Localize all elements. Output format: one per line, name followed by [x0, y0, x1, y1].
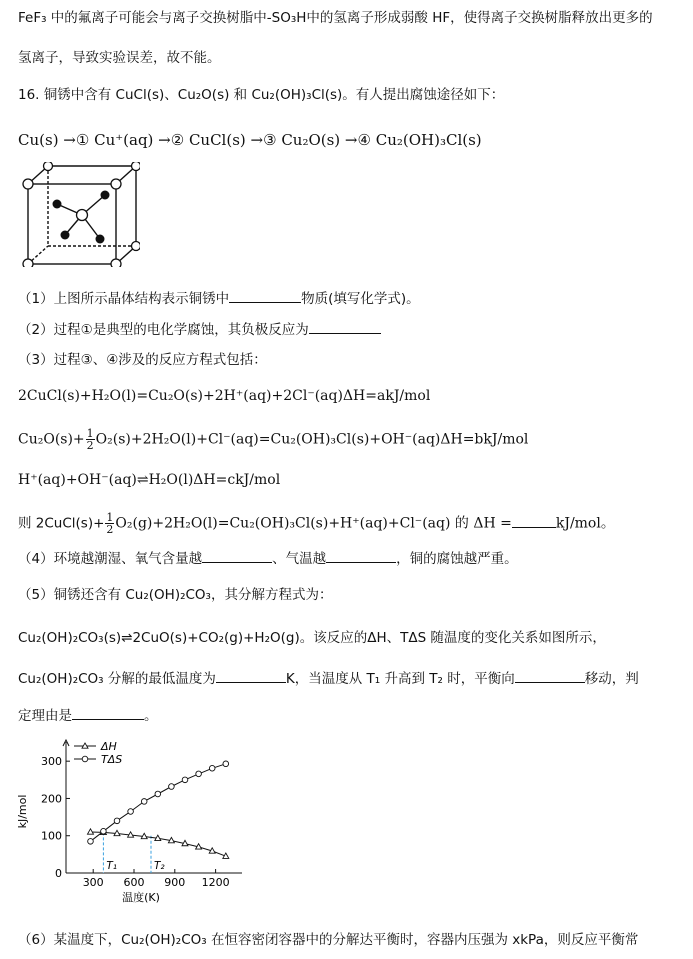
q5-blank-reason[interactable]: [72, 705, 144, 720]
q4-tail: ，铜的腐蚀越严重。: [396, 551, 518, 567]
q5-mid: K，当温度从 T₁ 升高到 T₂ 时，平衡向: [285, 671, 515, 687]
eqt-unit: kJ/mol。: [555, 515, 615, 532]
x-axis-label: 温度(K): [122, 891, 160, 904]
q5-reason-label: 定理由是: [18, 708, 72, 724]
question-6: （6）某温度下，Cu₂(OH)₂CO₃ 在恒容密闭容器中的分解达平衡时，容器内压强为 xkPa，则反应平衡常: [18, 932, 639, 948]
q4-blank-2[interactable]: [326, 548, 396, 563]
question-5: （5）铜锈还含有 Cu₂(OH)₂CO₃，其分解方程式为：: [18, 587, 333, 603]
corrosion-pathway: Cu(s) →① Cu⁺(aq) →② CuCl(s) →③ Cu₂O(s) →④ Cu₂(OH)₃Cl(s): [18, 131, 482, 149]
equation-1: 2CuCl(s)+H₂O(l)=Cu₂O(s)+2H⁺(aq)+2Cl⁻(aq)ΔH=akJ/mol: [18, 388, 431, 404]
y-tick-label: 200: [41, 792, 62, 806]
tds-point: [223, 761, 229, 767]
q2-blank[interactable]: [309, 319, 381, 334]
eq2-fraction: $\frac{1}{2}$: [86, 427, 94, 452]
temperature-marker-label: T₂: [154, 860, 165, 872]
question-1: [18, 288, 420, 309]
tds-point: [209, 765, 215, 771]
crystal-cell-diagram: [20, 162, 140, 267]
tds-point: [196, 771, 202, 777]
question-5-line-2: [18, 668, 639, 689]
equation-2: [18, 428, 528, 451]
q4-text: （4）环境越潮湿、氧气含量越: [18, 551, 203, 567]
legend-label-1: TΔS: [101, 753, 123, 766]
eq2-right: O₂(s)+2H₂O(l)+Cl⁻(aq)=Cu₂(OH)₃Cl(s)+OH⁻(aq)ΔH=bkJ/mol: [95, 431, 529, 448]
tds-point: [155, 791, 161, 797]
y-tick-label: 100: [41, 829, 62, 843]
x-tick-label: 1200: [201, 876, 230, 889]
q5-blank-direction[interactable]: [515, 668, 585, 683]
delta-h-blank[interactable]: [512, 513, 556, 528]
eq2-left: Cu₂O(s)+: [18, 431, 85, 448]
legend-marker-1: [82, 756, 88, 762]
tds-point: [114, 818, 120, 824]
question-2: [18, 319, 381, 340]
q5-text: Cu₂(OH)₂CO₃ 分解的最低温度为: [18, 671, 216, 687]
question-16-intro: 16. 铜锈中含有 CuCl(s)、Cu₂O(s) 和 Cu₂(OH)₃Cl(s)。有人提出腐蚀途径如下：: [18, 87, 505, 103]
question-5-line-3: [18, 705, 158, 726]
q1-tail: 物质(填写化学式)。: [301, 291, 420, 307]
tds-point: [101, 828, 107, 834]
q1-blank[interactable]: [229, 288, 301, 303]
tds-point: [128, 809, 134, 815]
legend-label-0: ΔH: [101, 740, 117, 753]
decomposition-equation: Cu₂(OH)₂CO₃(s)⇌2CuO(s)+CO₂(g)+H₂O(g)。该反应的ΔH、TΔS 随温度的变化关系如图所示，: [18, 630, 606, 646]
q4-mid: 、气温越: [272, 551, 327, 567]
equation-target: [18, 512, 615, 535]
equation-3: H⁺(aq)+OH⁻(aq)⇌H₂O(l)ΔH=ckJ/mol: [18, 472, 281, 488]
q5-blank-temp[interactable]: [216, 668, 286, 683]
question-3: （3）过程③、④涉及的反应方程式包括：: [18, 352, 267, 368]
x-tick-label: 300: [82, 876, 104, 889]
dh-tds-chart: [14, 738, 249, 913]
tds-point: [141, 799, 147, 805]
q4-blank-1[interactable]: [202, 548, 272, 563]
x-tick-label: 600: [123, 876, 145, 889]
eqt-fraction: $\frac{1}{2}$: [106, 511, 114, 536]
y-axis-label: kJ/mol: [16, 794, 29, 829]
tds-point: [182, 777, 188, 783]
series-line-1: [91, 764, 226, 842]
q2-text: （2）过程①是典型的电化学腐蚀，其负极反应为: [18, 322, 309, 338]
tds-point: [88, 839, 94, 845]
q5-end: 。: [144, 708, 158, 724]
text-line-2: 氢离子，导致实验误差，故不能。: [18, 50, 221, 66]
dh-point: [87, 829, 93, 834]
eqt-left: 则 2CuCl(s)+: [18, 515, 105, 532]
q1-text: （1）上图所示晶体结构表示铜锈中: [18, 291, 230, 307]
y-tick-label: 0: [55, 867, 62, 880]
y-tick-label: 300: [41, 755, 62, 769]
eqt-middle: O₂(g)+2H₂O(l)=Cu₂(OH)₃Cl(s)+H⁺(aq)+Cl⁻(aq) 的 ΔH =: [115, 515, 512, 532]
question-4: [18, 548, 518, 569]
tds-point: [169, 784, 175, 790]
q5-tail: 移动，判: [584, 671, 639, 687]
x-tick-label: 900: [164, 876, 186, 889]
temperature-marker-label: T₁: [106, 860, 118, 872]
text-line-1: FeF₃ 中的氟离子可能会与离子交换树脂中-SO₃H中的氢离子形成弱酸 HF，使得离子交换树脂释放出更多的: [18, 10, 653, 26]
